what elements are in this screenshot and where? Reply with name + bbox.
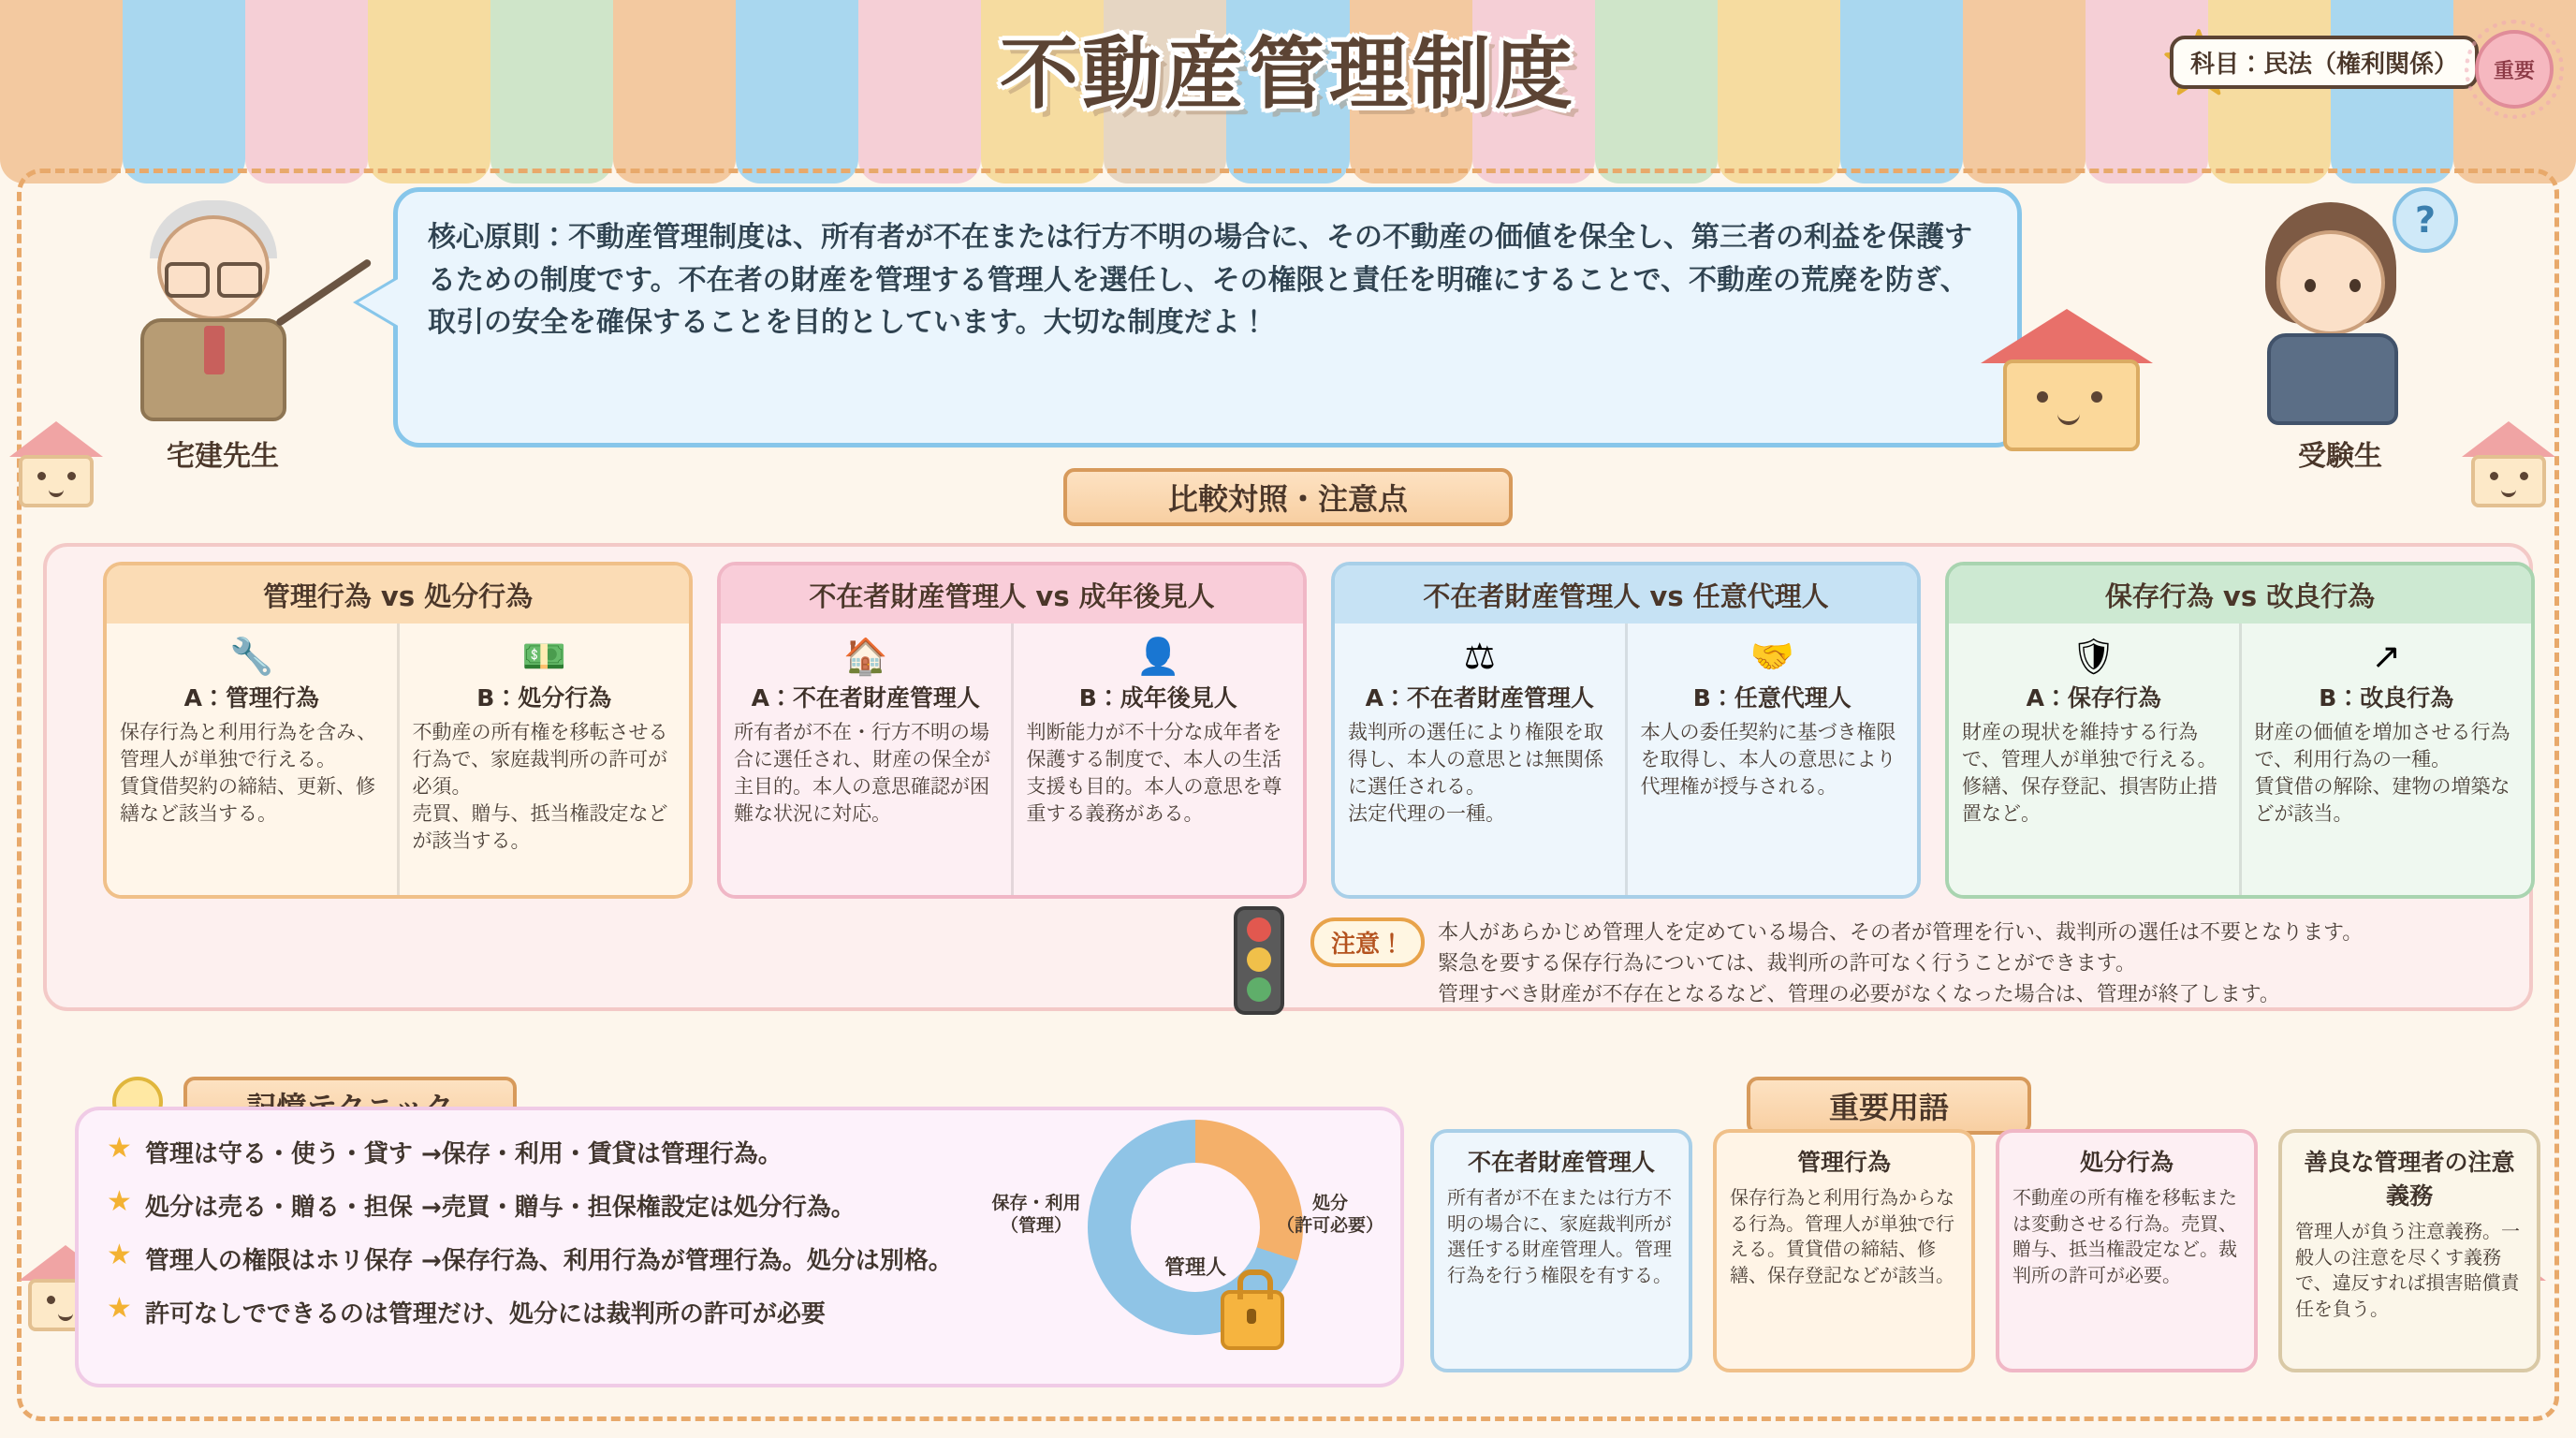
subject-badge-label: 科目：民法（権利関係） bbox=[2189, 51, 2458, 79]
term-text: 不動産の所有権を移転または変動させる行為。売買、贈与、抵当権設定など。裁判所の許可が必要。 bbox=[2012, 1186, 2237, 1286]
compare-card-title: 不在者財産管理人 vs 成年後見人 bbox=[721, 565, 1303, 624]
compare-card-body bbox=[1335, 624, 1917, 895]
compare-col-text: 不動産の所有権を移転させる行為で、家庭裁判所の許可が必須。 売買、贈与、抵当権設定などが該当する。 bbox=[412, 721, 668, 852]
section-title-compare bbox=[1063, 468, 1513, 526]
compare-col-text: 判断能力が不十分な成年者を保護する制度で、本人の生活支援も目的。本人の意思を尊重する義務がある。 bbox=[1026, 721, 1282, 825]
term-text: 管理人が負う注意義務。一般人の注意を尽くす義務で、違反すれば損害賠償責任を負う。 bbox=[2295, 1220, 2520, 1320]
status-badge bbox=[2475, 30, 2554, 109]
section-title-terms-label: 重要用語 bbox=[1828, 1090, 1949, 1125]
caution-row bbox=[1310, 917, 2363, 1010]
term-title: 善良な管理者の注意義務 bbox=[2304, 1149, 2515, 1210]
compare-col-a bbox=[107, 624, 397, 895]
intro-text: 核心原則：不動産管理制度は、所有者が不在または行方不明の場合に、その不動産の価値を保全し、第三者の利益を保護するための制度です。不在者の財産を管理する管理人を選任し、その権限と責任を明確にすることで、不動産の荒廃を防ぎ、取引の安全を確保することを目的としています。大切な制度だよ！ bbox=[428, 221, 1972, 340]
donut-center-label: 管理人 bbox=[1164, 1256, 1226, 1280]
teacher-avatar bbox=[112, 193, 328, 427]
donut-label-right: 処分 （許可必要） bbox=[1276, 1193, 1383, 1236]
term-text: 所有者が不在または行方不明の場合に、家庭裁判所が選任する財産管理人。管理行為を行う権限を有する。 bbox=[1447, 1186, 1672, 1286]
compare-card-title: 保存行為 vs 改良行為 bbox=[1949, 565, 2531, 624]
term-card bbox=[1996, 1129, 2258, 1372]
compare-card bbox=[103, 562, 693, 899]
term-card bbox=[1713, 1129, 1975, 1372]
compare-card bbox=[717, 562, 1307, 899]
gavel-icon: ⚖ bbox=[1463, 636, 1496, 677]
compare-card-title: 不在者財産管理人 vs 任意代理人 bbox=[1335, 565, 1917, 624]
compare-card-body bbox=[721, 624, 1303, 895]
compare-col-text: 財産の価値を増加させる行為で、利用行為の一種。 賃貸借の解除、建物の増築などが該当。 bbox=[2254, 721, 2510, 825]
term-title: 処分行為 bbox=[2079, 1149, 2174, 1176]
star-icon: ★ bbox=[107, 1132, 132, 1165]
student-eye-right bbox=[2349, 279, 2361, 292]
star-icon: ★ bbox=[107, 1239, 132, 1271]
caution-text: 本人があらかじめ管理人を定めている場合、その者が管理を行い、裁判所の選任は不要となります。 緊急を要する保存行為については、裁判所の許可なく行うことができます。 管理すべき財産が不存在となるなど、管理の必要がなくなった場合は、管理が終了します。 bbox=[1438, 921, 2364, 1006]
compare-card bbox=[1945, 562, 2535, 899]
compare-col-text: 裁判所の選任により権限を取得し、本人の意思とは無関係に選任される。 法定代理の一種。 bbox=[1348, 721, 1603, 825]
person-icon: 👤 bbox=[1135, 636, 1180, 677]
intro-speech-bubble bbox=[393, 187, 2022, 448]
money-icon: 💵 bbox=[521, 636, 566, 677]
compare-card-title: 管理行為 vs 処分行為 bbox=[107, 565, 689, 624]
house-icon: 🏠 bbox=[843, 636, 888, 677]
compare-col-title: A：管理行為 bbox=[183, 684, 319, 712]
up-arrow-icon: ↗ bbox=[2371, 636, 2402, 677]
compare-col-title: B：処分行為 bbox=[476, 684, 612, 712]
compare-card-list bbox=[103, 562, 2535, 899]
mascot-eye-right bbox=[2091, 391, 2102, 403]
student-body bbox=[2267, 333, 2398, 425]
wrench-icon: 🔧 bbox=[229, 636, 274, 677]
house-mascot bbox=[1971, 309, 2177, 468]
compare-col-title: B：改良行為 bbox=[2319, 684, 2454, 712]
compare-col-b bbox=[1625, 624, 1918, 895]
compare-col-title: A：保存行為 bbox=[2026, 684, 2161, 712]
glasses-icon bbox=[165, 262, 262, 290]
section-title-terms bbox=[1747, 1077, 2031, 1135]
term-card bbox=[2278, 1129, 2540, 1372]
mascot-roof bbox=[1981, 309, 2153, 363]
student-label: 受験生 bbox=[2298, 440, 2382, 473]
compare-col-a bbox=[1949, 624, 2239, 895]
star-icon: ★ bbox=[107, 1185, 132, 1218]
compare-col-a bbox=[1335, 624, 1625, 895]
teacher-tie bbox=[204, 326, 225, 374]
traffic-light-icon bbox=[1234, 906, 1284, 1015]
terms-list bbox=[1430, 1129, 2540, 1372]
term-text: 保存行為と利用行為からなる行為。管理人が単独で行える。賃貸借の締結、修繕、保存登記などが該当。 bbox=[1730, 1186, 1954, 1286]
memory-item-text: 許可なしでできるのは管理だけ、処分には裁判所の許可が必要 bbox=[144, 1300, 826, 1328]
memory-item-text: 管理人の権限はホリ保存 →保存行為、利用行為が管理行為。処分は別格。 bbox=[144, 1247, 953, 1275]
term-title: 不在者財産管理人 bbox=[1467, 1149, 1655, 1176]
memory-item-text: 処分は売る・贈る・担保 →売買・贈与・担保権設定は処分行為。 bbox=[144, 1194, 856, 1222]
compare-col-text: 本人の委任契約に基づき権限を取得し、本人の意思により代理権が授与される。 bbox=[1640, 721, 1896, 798]
student-eye-left bbox=[2305, 279, 2316, 292]
important-seal-label: 重要 bbox=[2493, 59, 2535, 83]
section-title-compare-label: 比較対照・注意点 bbox=[1167, 481, 1408, 517]
term-title: 管理行為 bbox=[1796, 1149, 1891, 1176]
compare-col-title: B：任意代理人 bbox=[1692, 684, 1852, 712]
compare-col-title: B：成年後見人 bbox=[1078, 684, 1237, 712]
star-icon: ★ bbox=[107, 1292, 132, 1325]
lock-icon bbox=[1221, 1290, 1284, 1350]
compare-col-b bbox=[2239, 624, 2532, 895]
caution-badge: 注意！ bbox=[1310, 917, 1425, 967]
compare-col-text: 所有者が不在・行方不明の場合に選任され、財産の保全が主目的。本人の意思確認が困難な状況に対応。 bbox=[734, 721, 991, 825]
compare-card-body bbox=[1949, 624, 2531, 895]
mascot-body bbox=[2003, 360, 2140, 451]
compare-col-b bbox=[1011, 624, 1304, 895]
student-head bbox=[2276, 230, 2385, 335]
compare-card-body bbox=[107, 624, 689, 895]
management-donut-chart bbox=[991, 1120, 1383, 1372]
mascot-eye-left bbox=[2037, 391, 2048, 403]
compare-col-b bbox=[397, 624, 690, 895]
compare-col-title: A：不在者財産管理人 bbox=[1365, 684, 1594, 712]
student-avatar bbox=[2218, 193, 2452, 427]
subject-badge bbox=[2170, 36, 2479, 89]
teacher-label: 宅建先生 bbox=[167, 440, 279, 473]
compare-col-title: A：不在者財産管理人 bbox=[751, 684, 980, 712]
page-title: 不動産管理制度 bbox=[999, 28, 1576, 120]
handshake-icon: 🤝 bbox=[1749, 636, 1794, 677]
question-mark-icon: ? bbox=[2393, 187, 2458, 253]
compare-col-a bbox=[721, 624, 1011, 895]
shield-icon: 🛡 bbox=[2071, 636, 2116, 677]
compare-col-text: 財産の現状を維持する行為で、管理人が単独で行える。 修繕、保存登記、損害防止措置など。 bbox=[1962, 721, 2217, 825]
memory-item-text: 管理は守る・使う・貸す →保存・利用・賃貸は管理行為。 bbox=[144, 1140, 783, 1168]
compare-card bbox=[1331, 562, 1921, 899]
donut-label-left: 保存・利用 （管理） bbox=[991, 1193, 1081, 1236]
compare-col-text: 保存行為と利用行為を含み、管理人が単独で行える。 賃貸借契約の締結、更新、修繕など該当する。 bbox=[120, 721, 377, 825]
term-card bbox=[1430, 1129, 1692, 1372]
